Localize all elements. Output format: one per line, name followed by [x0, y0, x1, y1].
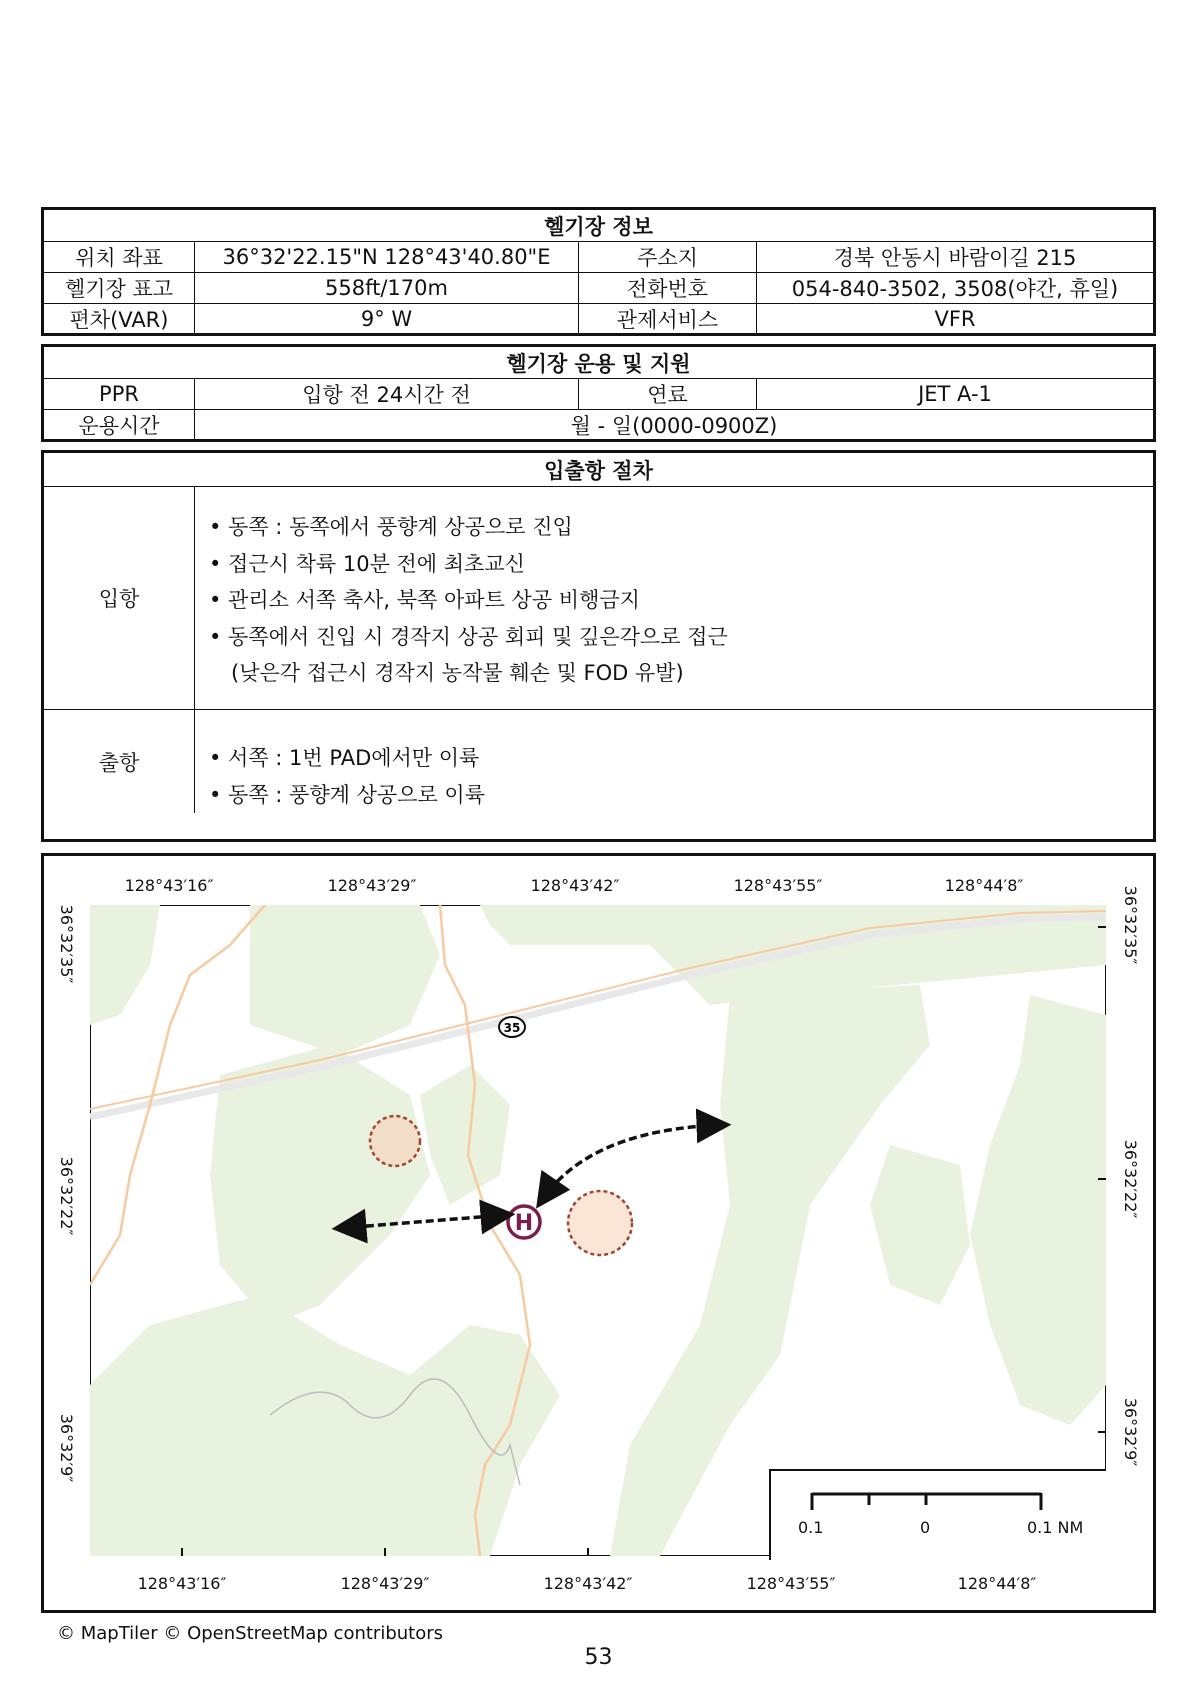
map-credit: © MapTiler © OpenStreetMap contributors — [57, 1623, 444, 1644]
address-value: 경북 안동시 바람이길 215 — [756, 242, 1153, 272]
scale-mid-label: 0 — [920, 1518, 931, 1537]
variation-value: 9° W — [194, 304, 578, 334]
elevation-value: 558ft/170m — [194, 273, 578, 303]
arrival-item: • 동쪽에서 진입 시 경작지 상공 회피 및 깊은각으로 접근 — [209, 624, 728, 649]
operations-title: 헬기장 운용 및 지원 — [506, 351, 691, 376]
atc-value: VFR — [756, 304, 1153, 334]
helipad-letter: H — [514, 1211, 534, 1236]
phone-label: 전화번호 — [578, 273, 756, 303]
map-tick-top: 128°43′29″ — [327, 876, 417, 895]
hours-value: 월 - 일(0000-0900Z) — [194, 410, 1153, 440]
map-tick-bottom: 128°43′16″ — [137, 1574, 227, 1593]
hazard-area — [370, 1116, 420, 1166]
map-tick-right: 36°32′22″ — [1121, 1139, 1140, 1219]
scale-bar — [769, 1469, 1106, 1560]
arrival-item-note: (낮은각 접근시 경작지 농작물 훼손 및 FOD 유발) — [231, 661, 684, 685]
arrival-label: 입항 — [98, 587, 140, 611]
departure-list — [194, 710, 1153, 813]
departure-item: • 동쪽 : 풍향계 상공으로 이륙 — [209, 782, 485, 807]
procedures-title: 입출항 절차 — [544, 458, 653, 483]
arrival-list — [194, 487, 1153, 709]
map-tick-bottom: 128°43′55″ — [746, 1574, 836, 1593]
map-tick-top: 128°44′8″ — [944, 876, 1024, 895]
arrival-item: • 관리소 서쪽 축사, 북쪽 아파트 상공 비행금지 — [209, 588, 640, 612]
hazard-area — [568, 1191, 632, 1255]
phone-value: 054-840-3502, 3508(야간, 휴일) — [756, 273, 1153, 303]
map-tick-top: 128°43′16″ — [124, 876, 214, 895]
heliport-info-title: 헬기장 정보 — [544, 214, 653, 239]
atc-label: 관제서비스 — [578, 304, 756, 334]
map-tick-top: 128°43′42″ — [530, 876, 620, 895]
map-tick-bottom: 128°43′42″ — [543, 1574, 633, 1593]
scale-left-label: 0.1 — [798, 1518, 824, 1537]
departure-item: • 서쪽 : 1번 PAD에서만 이륙 — [209, 746, 480, 770]
heliport-info-table — [41, 207, 1156, 336]
arrival-item: • 동쪽 : 동쪽에서 풍향계 상공으로 진입 — [209, 515, 573, 539]
ppr-value: 입항 전 24시간 전 — [194, 379, 578, 409]
fuel-value: JET A-1 — [756, 379, 1153, 409]
elevation-label: 헬기장 표고 — [64, 277, 174, 301]
map-tick-right: 36°32′9″ — [1121, 1397, 1140, 1467]
departure-label: 출항 — [98, 750, 140, 775]
hours-label: 운용시간 — [78, 414, 160, 438]
map-canvas — [90, 905, 1106, 1556]
map-tick-left: 36°32′9″ — [57, 1413, 76, 1483]
fuel-label: 연료 — [578, 379, 756, 409]
ppr-label: PPR — [99, 382, 139, 406]
address-label: 주소지 — [578, 242, 756, 272]
coord-value: 36°32'22.15"N 128°43'40.80"E — [194, 242, 578, 272]
road-number: 35 — [503, 1021, 521, 1035]
map-tick-left: 36°32′22″ — [57, 1156, 76, 1236]
page-number: 53 — [584, 1645, 613, 1670]
procedures-table — [41, 450, 1156, 842]
scale-right-label: 0.1 NM — [1027, 1518, 1084, 1537]
operations-table — [41, 344, 1156, 442]
map-tick-left: 36°32′35″ — [57, 904, 76, 984]
variation-label: 편차(VAR) — [69, 308, 169, 332]
map-tick-bottom: 128°44′8″ — [957, 1574, 1037, 1593]
map-tick-bottom: 128°43′29″ — [340, 1574, 430, 1593]
coord-label: 위치 좌표 — [75, 246, 163, 270]
map-tick-top: 128°43′55″ — [733, 876, 823, 895]
map-tick-right: 36°32′35″ — [1121, 885, 1140, 965]
arrival-item: • 접근시 착륙 10분 전에 최초교신 — [209, 551, 525, 576]
